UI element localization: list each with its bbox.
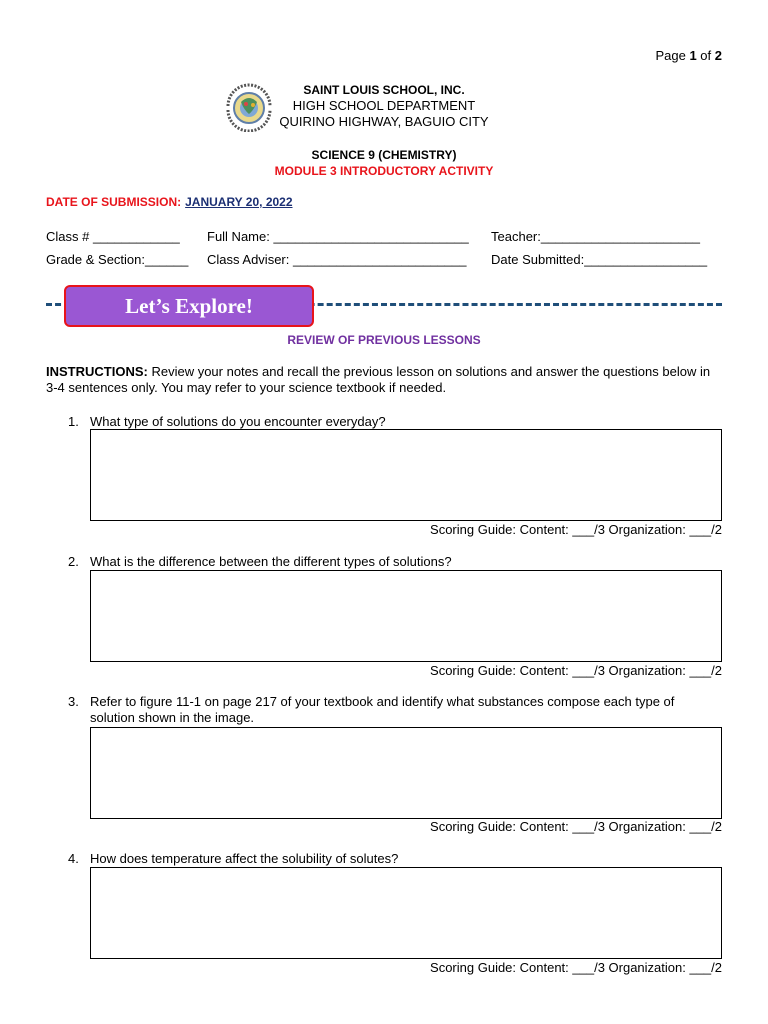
submission-date: JANUARY 20, 2022 — [185, 195, 293, 209]
class-number-field[interactable]: Class # ____________ — [46, 229, 180, 244]
teacher-field[interactable]: Teacher:______________________ — [491, 229, 700, 244]
school-department: HIGH SCHOOL DEPARTMENT — [292, 98, 476, 113]
scoring-guide-2: Scoring Guide: Content: ___/3 Organization: ___/2 — [430, 663, 722, 678]
grade-section-field[interactable]: Grade & Section:______ — [46, 252, 189, 267]
module-title: MODULE 3 INTRODUCTORY ACTIVITY — [274, 164, 494, 178]
answer-box-4[interactable] — [90, 867, 722, 959]
answer-box-3[interactable] — [90, 727, 722, 819]
subject-title: SCIENCE 9 (CHEMISTRY) — [311, 148, 457, 162]
class-adviser-field[interactable]: Class Adviser: ________________________ — [207, 252, 467, 267]
review-heading: REVIEW OF PREVIOUS LESSONS — [287, 333, 481, 347]
submission-date-row — [46, 195, 293, 209]
question-3: 3. Refer to figure 11-1 on page 217 of your textbook and identify what substances compose each type of solution shown in the image. — [68, 694, 675, 725]
scoring-guide-4: Scoring Guide: Content: ___/3 Organization: ___/2 — [430, 960, 722, 975]
submission-label: DATE OF SUBMISSION: — [46, 195, 182, 209]
scoring-guide-1: Scoring Guide: Content: ___/3 Organization: ___/2 — [430, 522, 722, 537]
page-number: Page 1 of 2 — [655, 48, 722, 63]
answer-box-1[interactable] — [90, 429, 722, 521]
lets-explore-banner: Let’s Explore! — [64, 285, 314, 327]
question-4: 4. How does temperature affect the solubility of solutes? — [68, 851, 399, 866]
school-header — [0, 82, 768, 130]
subject-header — [0, 147, 768, 179]
school-name: SAINT LOUIS SCHOOL, INC. — [303, 83, 465, 97]
school-address: QUIRINO HIGHWAY, BAGUIO CITY — [279, 114, 489, 129]
answer-box-2[interactable] — [90, 570, 722, 662]
date-submitted-field[interactable]: Date Submitted:_________________ — [491, 252, 708, 267]
full-name-field[interactable]: Full Name: ___________________________ — [207, 229, 469, 244]
instructions: INSTRUCTIONS: Review your notes and recall the previous lesson on solutions and answer the questions below in 3-4 sentences only. You may refer to your science textbook if needed. — [46, 364, 711, 395]
question-2: 2. What is the difference between the different types of solutions? — [68, 554, 452, 569]
question-1: 1. What type of solutions do you encounter everyday? — [68, 414, 386, 429]
scoring-guide-3: Scoring Guide: Content: ___/3 Organization: ___/2 — [430, 819, 722, 834]
